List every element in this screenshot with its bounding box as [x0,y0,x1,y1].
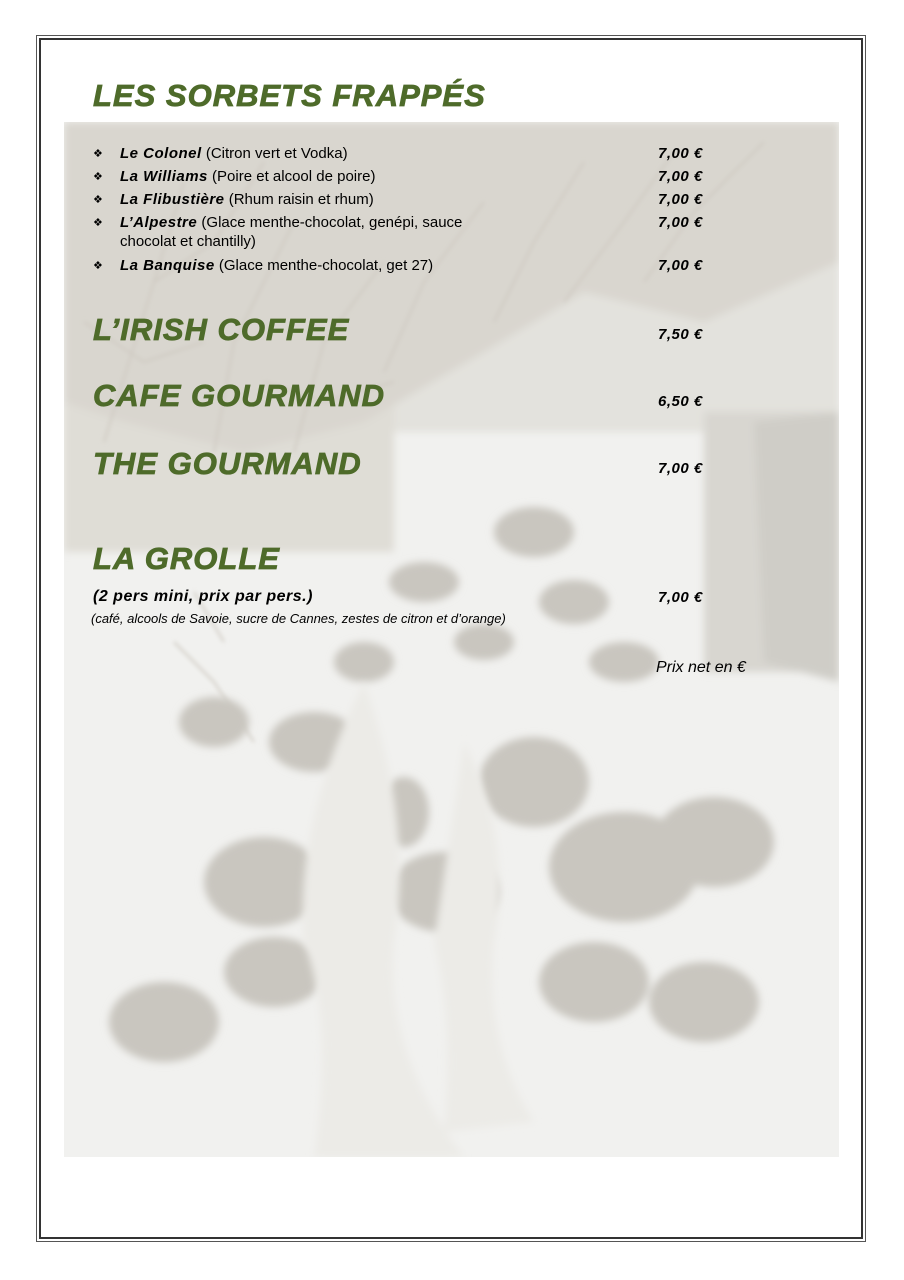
heading-sorbets: LES SORBETS FRAPPÉS [93,78,486,113]
grolle-description: (café, alcools de Savoie, sucre de Cannes, zestes de citron et d’orange) [91,611,506,626]
grolle-price: 7,00 € [658,589,703,606]
list-item [93,167,733,190]
list-item [93,144,733,167]
diamond-bullet-icon: ❖ [93,193,103,206]
heading-the-gourmand: THE GOURMAND [93,446,362,481]
item-price: 7,00 € [658,168,703,185]
item-price: 7,00 € [658,145,703,162]
item-price: 7,00 € [658,214,703,231]
item-name: L’Alpestre [120,214,198,231]
list-item [93,213,733,256]
item-desc: (Glace menthe-chocolat, genépi, sauce chocolat et chantilly) [120,214,463,250]
item-desc: (Rhum raisin et rhum) [224,191,374,208]
sorbets-list [93,144,733,279]
cafe-gourmand-price: 6,50 € [658,393,703,410]
diamond-bullet-icon: ❖ [93,170,103,183]
heading-irish-coffee: L’IRISH COFFEE [93,312,350,347]
grolle-subtitle: (2 pers mini, prix par pers.) [93,588,313,605]
net-price-note: Prix net en € [656,659,746,676]
list-item [93,256,733,279]
heading-cafe-gourmand: CAFE GOURMAND [93,378,385,413]
item-desc: (Poire et alcool de poire) [207,168,376,185]
item-name: La Flibustière [120,191,225,208]
item-desc: (Citron vert et Vodka) [201,145,348,162]
diamond-bullet-icon: ❖ [93,216,103,229]
diamond-bullet-icon: ❖ [93,259,103,272]
item-desc: (Glace menthe-chocolat, get 27) [214,257,434,274]
heading-la-grolle: LA GROLLE [93,541,280,576]
item-name: La Banquise [120,257,215,274]
item-price: 7,00 € [658,257,703,274]
item-name: Le Colonel [120,145,202,162]
list-item [93,190,733,213]
item-price: 7,00 € [658,191,703,208]
item-name: La Williams [120,168,208,185]
the-gourmand-price: 7,00 € [658,460,703,477]
diamond-bullet-icon: ❖ [93,147,103,160]
irish-coffee-price: 7,50 € [658,326,703,343]
